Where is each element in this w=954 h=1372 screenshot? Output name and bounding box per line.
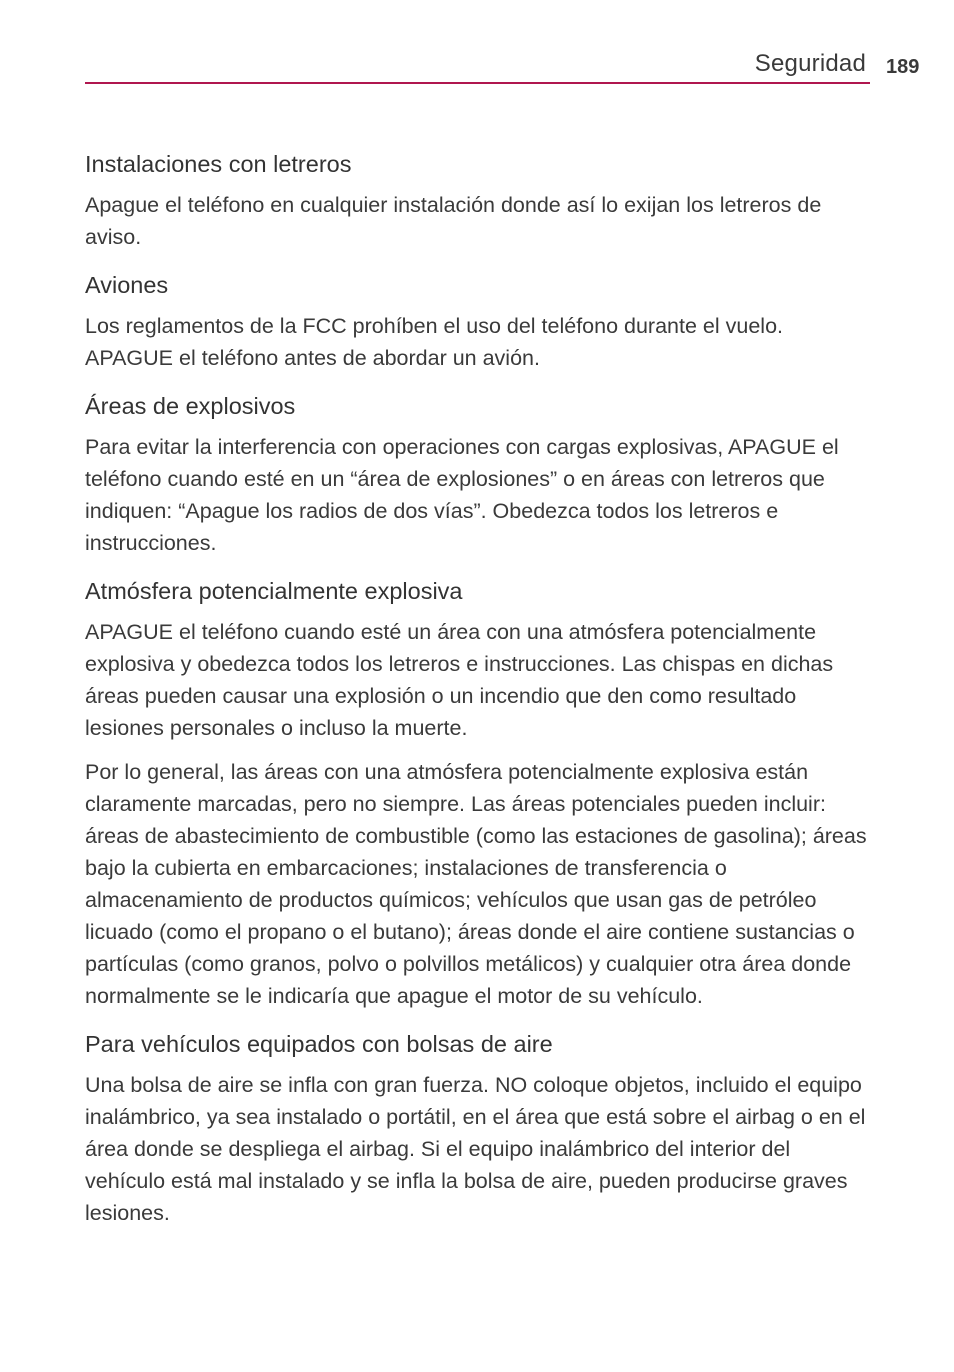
section-title: Seguridad [754, 50, 866, 77]
section-paragraph: Para evitar la interferencia con operaciones con cargas explosivas, APAGUE el teléfono cuando esté en un “área de explosiones” o en áreas con letreros que indiquen: “Apague los radios de dos vías”. Obedezca todos los letreros e instrucciones. [85, 435, 839, 555]
section-instalaciones [85, 148, 875, 253]
section-heading: Atmósfera potencialmente explosiva [85, 578, 463, 604]
section-paragraph: Los reglamentos de la FCC prohíben el uso del teléfono durante el vuelo. APAGUE el teléfono antes de abordar un avión. [85, 314, 783, 370]
section-explosivos [85, 390, 875, 559]
section-paragraph: Por lo general, las áreas con una atmósfera potencialmente explosiva están claramente marcadas, pero no siempre. Las áreas potenciales pueden incluir: áreas de abastecimiento de combustible (como las estaciones de gasolina); áreas bajo la cubierta en embarcaciones; instalaciones de transferencia o almacenamiento de productos químicos; vehículos que usan gas de petróleo licuado (como el propano o el butano); áreas donde el aire contiene sustancias o partículas (como granos, polvo o polvillos metálicos) y cualquier otra área donde normalmente se le indicaría que apague el motor de su vehículo. [85, 760, 867, 1008]
section-heading: Áreas de explosivos [85, 393, 296, 419]
section-paragraph: APAGUE el teléfono cuando esté un área con una atmósfera potencialmente explosiva y obedezca todos los letreros e instrucciones. Las chispas en dichas áreas pueden causar una explosión o un incendio que den como resultado lesiones personales o incluso la muerte. [85, 620, 834, 740]
section-paragraph: Una bolsa de aire se infla con gran fuerza. NO coloque objetos, incluido el equipo inalámbrico, ya sea instalado o portátil, en el área que está sobre el airbag o en el área donde se despliega el airbag. Si el equipo inalámbrico del interior del vehículo está mal instalado y se infla la bolsa de aire, pueden producirse graves lesiones. [85, 1073, 866, 1225]
page-header [85, 44, 870, 84]
section-bolsas-de-aire [85, 1028, 875, 1229]
section-aviones [85, 269, 875, 374]
section-atmosfera [85, 575, 875, 1012]
page-number: 189 [886, 56, 920, 78]
section-heading: Instalaciones con letreros [85, 151, 352, 177]
section-paragraph: Apague el teléfono en cualquier instalación donde así lo exijan los letreros de aviso. [85, 193, 822, 249]
section-heading: Aviones [85, 272, 169, 298]
page-content [85, 148, 875, 1245]
section-heading: Para vehículos equipados con bolsas de aire [85, 1031, 553, 1057]
